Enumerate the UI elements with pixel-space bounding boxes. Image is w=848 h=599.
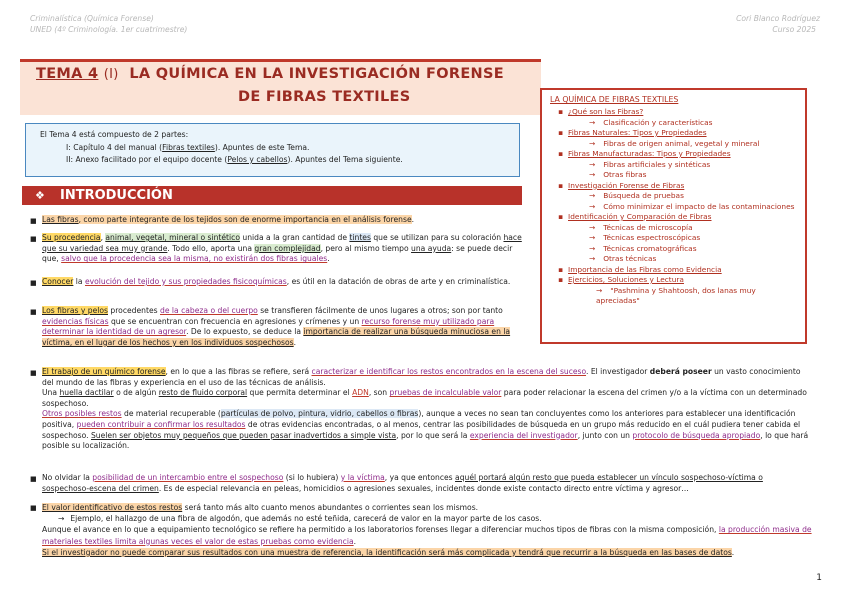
toc-item: ▪ Importancia de las Fibras como Evidencia <box>548 265 799 276</box>
section-title: INTRODUCCIÓN <box>60 188 173 203</box>
toc-subitem: → Clasificación y características <box>548 118 799 129</box>
paragraph-valor: El valor identificativo de estos restos será tanto más alto cuanto menos abundantes o corrientes sean los mismos. → Ejemplo, el hallazgo de una fibra de algodón, que además no esté teñida, carecerá de valor en la mayor parte de los casos. Aunque el avance en lo que a equipamiento tecnológico se refiere ha permitido a los laboratorios forenses llegar a diferenciar muchos tipos de fibras con la misma composición, la producción masiva de materiales textiles limita algunas veces el valor de estas pruebas como evidencia. Si el investigador no puede comparar sus resultados con una muestra de referencia, la identificación será más complicada y tendrá que recurrir a la búsqueda en las bases de datos. <box>42 503 812 557</box>
toc-subitem: → "Pashmina y Shahtoosh, dos lanas muy apreciadas" <box>548 286 799 307</box>
toc-item: ▪ Fibras Manufacturadas: Tipos y Propiedades <box>548 149 799 160</box>
paragraph-intercambio: No olvidar la posibilidad de un intercambio entre el sospechoso (si lo hubiera) y la víctima, ya que entonces aquél portará algún resto que pueda establecer un vínculo sospechoso-víctima o sospechoso-escena del crimen. Es de especial relevancia en peleas, homicidios o agresiones sexuales, incidentes donde existe contacto directo entre víctima y agresor… <box>42 473 763 493</box>
toc-subitem: → Técnicas de microscopía <box>548 223 799 234</box>
title-tema: TEMA 4 <box>36 66 99 82</box>
header-university: UNED (4º Criminología. 1er cuatrimestre) <box>30 25 188 34</box>
header-course: Criminalística (Química Forense) <box>30 14 154 23</box>
bullet-icon: ■ <box>30 369 37 377</box>
intro-part-two: II: Anexo facilitado por el equipo docente (Pelos y cabellos). Apuntes del Tema siguiente. <box>66 155 403 164</box>
toc-subitem: → Búsqueda de pruebas <box>548 191 799 202</box>
title-part: (I) <box>103 67 119 82</box>
toc-item: ▪ Identificación y Comparación de Fibras <box>548 212 799 223</box>
toc-subitem: → Técnicas espectroscópicas <box>548 233 799 244</box>
paragraph-quimico: El trabajo de un químico forense, en lo que a las fibras se refiere, será caracterizar e identificar los restos encontrados en la escena del suceso. El investigador deberá poseer un vasto conocimiento del mundo de las fibras y experiencia en el uso de las técnicas de análisis. Una huella dactilar o de algún resto de fluido corporal que permita determinar el ADN, son pruebas de incalculable valor para poder relacionar la escena del crimen y/o a la víctima con un determinado sospechoso. Otros posibles restos de material recuperable (partículas de polvo, pintura, vidrio, cabellos o fibras), aunque a veces no sean tan concluyentes como los anteriores para establecer una identificación positiva, pueden contribuir a confirmar los resultados de otras evidencias encontradas, o al menos, centrar las posibilidades de búsqueda en un grupo más reducido en el cuál pudiera tener cabida el sospechoso. Suelen ser objetos muy pequeños que pueden pasar inadvertidos a simple vista, por lo que será la experiencia del investigador, junto con un protocolo de búsqueda apropiado, lo que hará posible su localización. <box>42 367 809 451</box>
page-subtitle: DE FIBRAS TEXTILES <box>238 89 411 105</box>
toc-list <box>548 107 799 307</box>
diamond-icon: ❖ <box>35 189 45 202</box>
bullet-icon: ■ <box>30 279 37 287</box>
page-title <box>36 66 504 82</box>
toc-subitem: → Fibras de origen animal, vegetal y mineral <box>548 139 799 150</box>
page-number: 1 <box>816 573 822 583</box>
toc-subitem: → Otras técnicas <box>548 254 799 265</box>
bullet-icon: ■ <box>30 308 37 316</box>
bullet-icon: ■ <box>30 217 37 225</box>
header-year: Curso 2025 <box>772 25 816 34</box>
toc-item: ▪ Fibras Naturales: Tipos y Propiedades <box>548 128 799 139</box>
toc-subitem: → Fibras artificiales y sintéticas <box>548 160 799 171</box>
header-author: Cori Blanco Rodríguez <box>736 14 820 23</box>
toc-subitem: → Otras fibras <box>548 170 799 181</box>
toc-subitem: → Técnicas cromatográficas <box>548 244 799 255</box>
title-main: LA QUÍMICA EN LA INVESTIGACIÓN FORENSE <box>129 66 504 82</box>
intro-part-one: I: Capítulo 4 del manual (Fibras textiles). Apuntes de este Tema. <box>66 142 310 152</box>
toc-subitem: → Cómo minimizar el impacto de las contaminaciones <box>548 202 799 213</box>
intro-box <box>25 123 520 177</box>
bullet-icon: ■ <box>30 504 37 512</box>
bullet-icon: ■ <box>30 235 37 243</box>
bullet-icon: ■ <box>30 475 37 483</box>
table-of-contents <box>540 88 807 344</box>
toc-item: ▪ Ejercicios, Soluciones y Lectura <box>548 275 799 286</box>
intro-line: El Tema 4 está compuesto de 2 partes: <box>40 130 189 139</box>
toc-item: ▪ ¿Qué son las Fibras? <box>548 107 799 118</box>
arrow-right-icon: → <box>58 514 65 524</box>
paragraph-conocer: Conocer la evolución del tejido y sus propiedades fisicoquímicas, es útil en la datación de obras de arte y en criminalística. <box>42 277 511 286</box>
toc-item: ▪ Investigación Forense de Fibras <box>548 181 799 192</box>
paragraph-pelos: Los fibras y pelos procedentes de la cabeza o del cuerpo se transfieren fácilmente de unos lugares a otros; son por tanto evidencias físicas que se encuentran con frecuencia en agresiones y crímenes y un recurso forense muy utilizado para determinar la identidad de un agresor. De lo expuesto, se deduce la importancia de realizar una búsqueda minuciosa en la víctima, en el lugar de los hechos y en los individuos sospechosos. <box>42 306 511 347</box>
toc-title: LA QUÍMICA DE FIBRAS TEXTILES <box>550 95 679 104</box>
header-right <box>736 13 820 35</box>
paragraph-procedencia: Su procedencia, animal, vegetal, mineral o sintético unida a la gran cantidad de tintes que se utilizan para su coloración hace que su variedad sea muy grande. Todo ello, aporta una gran complejidad, pero al mismo tiempo una ayuda: se puede decir que, salvo que la procedencia sea la misma, no existirán dos fibras iguales. <box>42 233 522 264</box>
paragraph-fibras: Las fibras, como parte integrante de los tejidos son de enorme importancia en el análisis forense. <box>42 215 415 224</box>
header-left <box>30 13 187 35</box>
